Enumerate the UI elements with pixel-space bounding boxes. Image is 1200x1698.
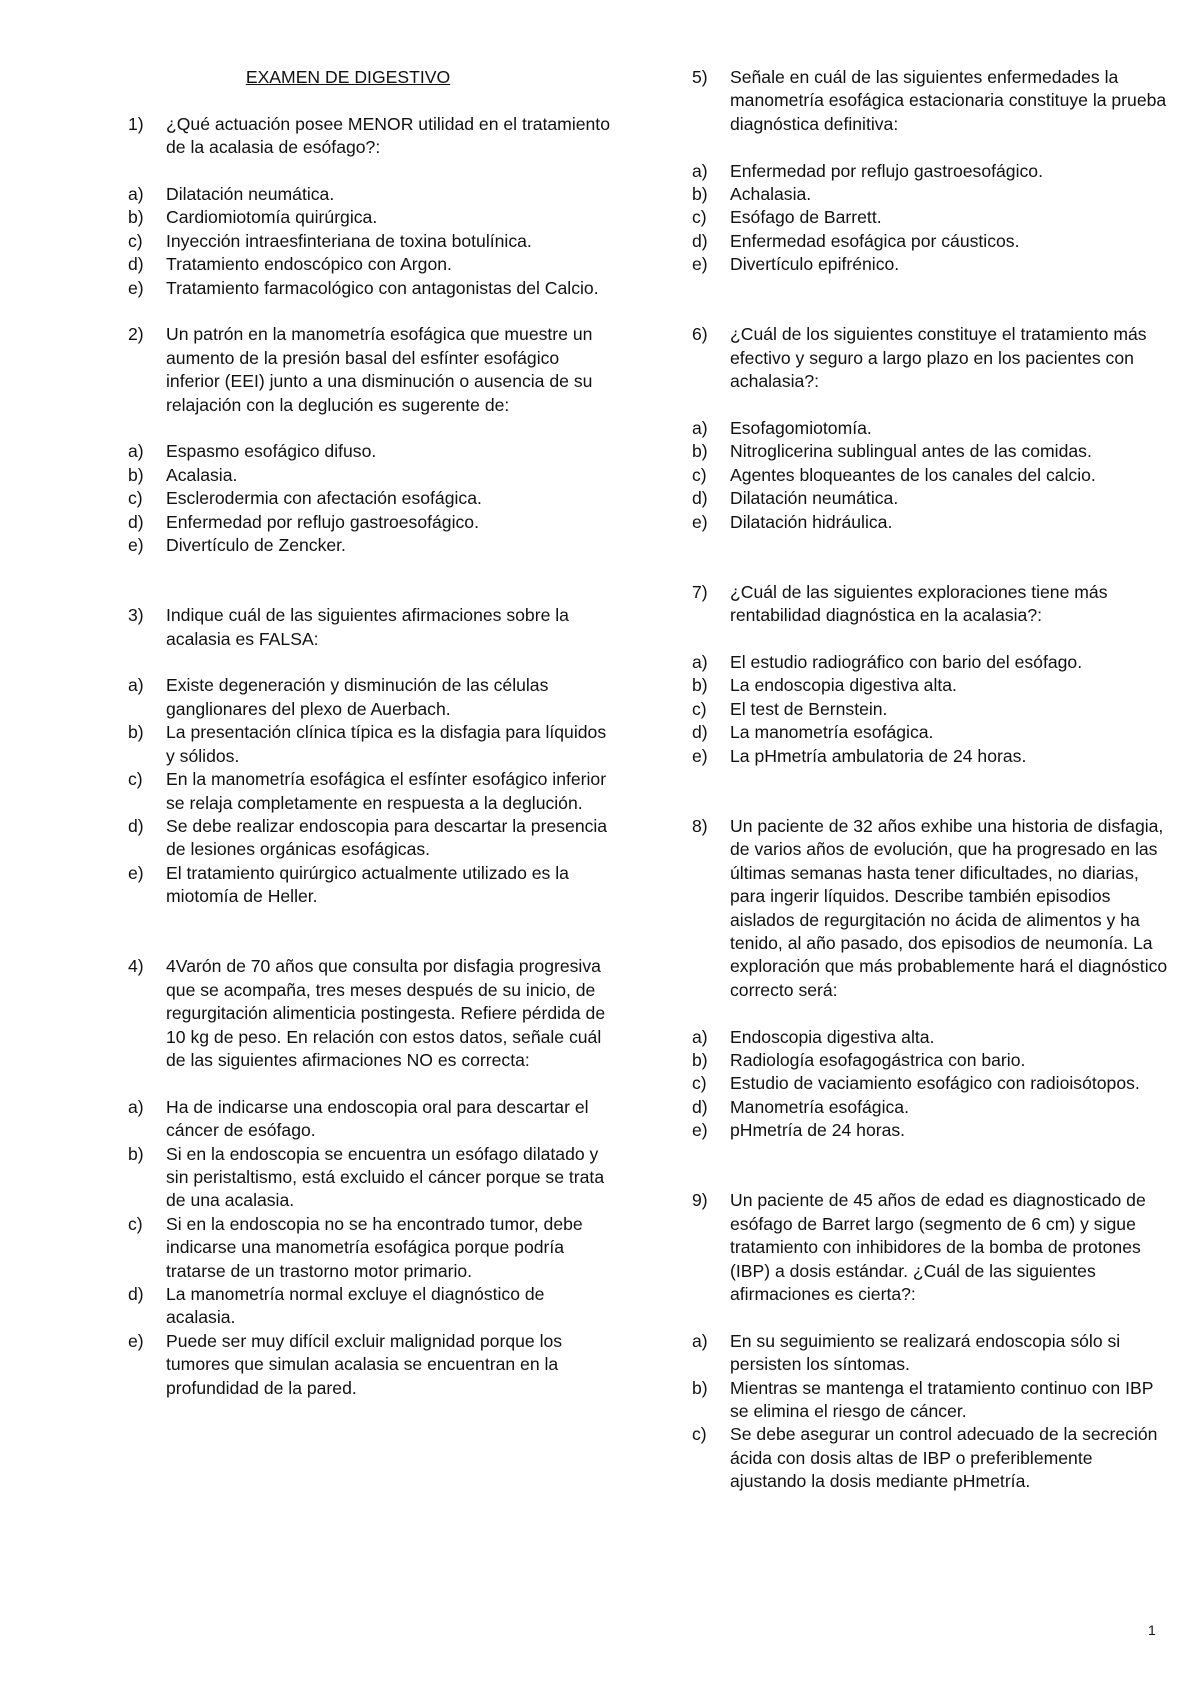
option-letter: a) bbox=[692, 418, 708, 439]
question-number: 8) bbox=[692, 815, 708, 836]
option-letter: c) bbox=[692, 464, 707, 485]
option-letter: c) bbox=[128, 769, 143, 790]
option-letter: a) bbox=[128, 1096, 144, 1117]
option-letter: d) bbox=[128, 815, 144, 836]
question-text: Un paciente de 45 años de edad es diagnosticado de esófago de Barret largo (segmento de 6 cm) y sigue tratamiento con inhibidores de la bomba de protones (IBP) a dosis estándar. ¿Cuál de las siguientes afirmaciones es cierta?: bbox=[730, 1190, 1146, 1304]
option-text: El test de Bernstein. bbox=[730, 698, 888, 719]
option-letter: a) bbox=[128, 184, 144, 204]
option-c bbox=[692, 1072, 1172, 1095]
option-a bbox=[128, 674, 614, 721]
option-text: Endoscopia digestiva alta. bbox=[730, 1026, 935, 1047]
options-list bbox=[692, 1026, 1172, 1143]
option-c bbox=[128, 768, 614, 815]
option-c bbox=[128, 1213, 614, 1283]
question-text: ¿Qué actuación posee MENOR utilidad en el tratamiento de la acalasia de esófago?: bbox=[166, 113, 610, 158]
option-text: Estudio de vaciamiento esofágico con radioisótopos. bbox=[730, 1073, 1140, 1094]
option-c bbox=[128, 487, 614, 510]
question-number: 7) bbox=[692, 581, 708, 602]
option-text: Esofagomiotomía. bbox=[730, 418, 872, 439]
options-list bbox=[692, 417, 1172, 534]
exam-title: EXAMEN DE DIGESTIVO bbox=[245, 67, 451, 87]
option-text: Existe degeneración y disminución de las células ganglionares del plexo de Auerbach. bbox=[166, 675, 549, 719]
options-list bbox=[128, 674, 614, 908]
option-letter: d) bbox=[128, 1284, 144, 1304]
question-4 bbox=[128, 955, 614, 1400]
option-d bbox=[692, 230, 1172, 253]
option-d bbox=[128, 511, 614, 534]
option-letter: d) bbox=[692, 1096, 708, 1117]
option-b bbox=[128, 721, 614, 768]
option-e bbox=[692, 745, 1172, 768]
option-text: Si en la endoscopia se encuentra un esófago dilatado y sin peristaltismo, está excluido el cáncer porque se trata de una acalasia. bbox=[166, 1143, 605, 1211]
option-a bbox=[692, 417, 1172, 440]
option-text: La presentación clínica típica es la disfagia para líquidos y sólidos. bbox=[166, 722, 607, 766]
options-list bbox=[692, 160, 1172, 277]
option-letter: d) bbox=[692, 230, 708, 251]
option-letter: b) bbox=[128, 1143, 144, 1164]
option-letter: e) bbox=[692, 511, 708, 532]
option-letter: c) bbox=[128, 230, 143, 251]
option-b bbox=[692, 1049, 1172, 1072]
option-b bbox=[692, 1377, 1172, 1424]
option-letter: d) bbox=[692, 488, 708, 509]
question-2 bbox=[128, 323, 614, 557]
option-text: Tratamiento endoscópico con Argon. bbox=[166, 254, 452, 275]
option-a bbox=[692, 651, 1172, 674]
option-letter: b) bbox=[692, 1377, 708, 1398]
option-b bbox=[692, 674, 1172, 697]
question-6 bbox=[692, 323, 1172, 534]
option-text: Puede ser muy difícil excluir malignidad porque los tumores que simulan acalasia se encuentran en la profundidad de la pared. bbox=[166, 1330, 563, 1398]
option-text: Esclerodermia con afectación esofágica. bbox=[166, 488, 482, 509]
option-text: Dilatación hidráulica. bbox=[730, 511, 893, 532]
option-text: Cardiomiotomía quirúrgica. bbox=[166, 207, 378, 228]
option-b bbox=[128, 1143, 614, 1213]
option-letter: b) bbox=[128, 464, 144, 485]
option-letter: a) bbox=[128, 675, 144, 696]
option-text: Si en la endoscopia no se ha encontrado tumor, debe indicarse una manometría esofágica porque podría tratarse de un trastorno motor primario. bbox=[166, 1213, 583, 1281]
option-letter: e) bbox=[128, 862, 144, 883]
page-number: 1 bbox=[1148, 1622, 1156, 1638]
option-text: Enfermedad esofágica por cáusticos. bbox=[730, 230, 1020, 251]
question-number: 4) bbox=[128, 956, 144, 977]
question-text: Un patrón en la manometría esofágica que muestre un aumento de la presión basal del esfínter esofágico inferior (EEI) junto a una disminución o ausencia de su relajación con la deglución es sugerente de: bbox=[166, 324, 593, 415]
option-text: El tratamiento quirúrgico actualmente utilizado es la miotomía de Heller. bbox=[166, 862, 569, 907]
option-letter: c) bbox=[692, 698, 707, 719]
option-text: Acalasia. bbox=[166, 464, 238, 485]
option-letter: b) bbox=[692, 675, 708, 696]
option-a bbox=[128, 1096, 614, 1143]
option-text: La endoscopia digestiva alta. bbox=[730, 675, 957, 696]
option-d bbox=[692, 721, 1172, 744]
question-number: 3) bbox=[128, 605, 144, 626]
option-b bbox=[692, 440, 1172, 463]
option-letter: d) bbox=[692, 722, 708, 743]
option-text: Enfermedad por reflujo gastroesofágico. bbox=[730, 160, 1043, 181]
option-letter: c) bbox=[128, 1213, 143, 1234]
option-text: La manometría normal excluye el diagnóstico de acalasia. bbox=[166, 1284, 545, 1328]
question-5 bbox=[692, 66, 1172, 277]
option-text: Esófago de Barrett. bbox=[730, 207, 882, 228]
question-text: ¿Cuál de los siguientes constituye el tratamiento más efectivo y seguro a largo plazo en los pacientes con achalasia?: bbox=[730, 324, 1147, 392]
option-letter: e) bbox=[692, 254, 708, 275]
option-text: Divertículo epifrénico. bbox=[730, 254, 900, 275]
question-number: 2) bbox=[128, 324, 144, 345]
options-list bbox=[128, 1096, 614, 1400]
option-text: Dilatación neumática. bbox=[730, 488, 899, 509]
left-column bbox=[128, 66, 614, 1400]
option-letter: b) bbox=[692, 1049, 708, 1070]
option-a bbox=[128, 440, 614, 463]
option-c bbox=[692, 698, 1172, 721]
option-d bbox=[128, 253, 614, 276]
option-e bbox=[128, 277, 614, 300]
option-e bbox=[692, 1119, 1172, 1142]
option-text: Nitroglicerina sublingual antes de las comidas. bbox=[730, 441, 1092, 462]
option-text: La pHmetría ambulatoria de 24 horas. bbox=[730, 745, 1027, 766]
option-a bbox=[692, 1330, 1172, 1377]
option-letter: b) bbox=[128, 207, 144, 228]
title-container bbox=[128, 66, 568, 89]
option-letter: d) bbox=[128, 511, 144, 532]
option-text: Manometría esofágica. bbox=[730, 1096, 909, 1117]
option-text: Enfermedad por reflujo gastroesofágico. bbox=[166, 511, 479, 532]
option-text: El estudio radiográfico con bario del esófago. bbox=[730, 652, 1083, 673]
option-letter: d) bbox=[128, 254, 144, 275]
option-letter: a) bbox=[692, 1026, 708, 1047]
option-text: Mientras se mantenga el tratamiento continuo con IBP se elimina el riesgo de cáncer. bbox=[730, 1377, 1154, 1422]
option-letter: e) bbox=[692, 745, 708, 766]
option-letter: c) bbox=[692, 1073, 707, 1094]
option-letter: c) bbox=[692, 207, 707, 228]
option-text: Radiología esofagogástrica con bario. bbox=[730, 1049, 1026, 1070]
option-text: Se debe asegurar un control adecuado de la secreción ácida con dosis altas de IBP o preferiblemente ajustando la dosis mediante pHmetría. bbox=[730, 1424, 1158, 1492]
option-a bbox=[692, 1026, 1172, 1049]
option-letter: a) bbox=[692, 1330, 708, 1351]
question-text: Indique cuál de las siguientes afirmaciones sobre la acalasia es FALSA: bbox=[166, 605, 569, 649]
question-1 bbox=[128, 113, 614, 300]
option-text: Achalasia. bbox=[730, 184, 812, 205]
option-letter: b) bbox=[692, 441, 708, 462]
question-number: 9) bbox=[692, 1190, 708, 1211]
option-text: Inyección intraesfinteriana de toxina botulínica. bbox=[166, 230, 532, 251]
option-text: Divertículo de Zencker. bbox=[166, 535, 346, 556]
option-e bbox=[692, 253, 1172, 276]
option-b bbox=[128, 206, 614, 229]
option-letter: c) bbox=[692, 1424, 707, 1445]
option-a bbox=[692, 160, 1172, 183]
option-b bbox=[128, 464, 614, 487]
question-number: 6) bbox=[692, 324, 708, 345]
option-text: Ha de indicarse una endoscopia oral para descartar el cáncer de esófago. bbox=[166, 1096, 589, 1141]
option-d bbox=[128, 1283, 614, 1330]
option-text: Dilatación neumática. bbox=[166, 184, 335, 204]
option-e bbox=[692, 511, 1172, 534]
option-letter: c) bbox=[128, 488, 143, 509]
question-number: 5) bbox=[692, 67, 708, 87]
option-text: pHmetría de 24 horas. bbox=[730, 1120, 906, 1141]
option-letter: a) bbox=[128, 441, 144, 462]
option-d bbox=[692, 487, 1172, 510]
option-b bbox=[692, 183, 1172, 206]
option-letter: e) bbox=[128, 535, 144, 556]
option-d bbox=[128, 815, 614, 862]
right-column bbox=[692, 66, 1172, 1494]
options-list bbox=[128, 440, 614, 557]
option-text: Se debe realizar endoscopia para descartar la presencia de lesiones orgánicas esofágicas. bbox=[166, 815, 608, 860]
option-e bbox=[128, 862, 614, 909]
question-text: Señale en cuál de las siguientes enfermedades la manometría esofágica estacionaria constituye la prueba diagnóstica definitiva: bbox=[730, 67, 1167, 134]
option-d bbox=[692, 1096, 1172, 1119]
option-letter: a) bbox=[692, 160, 708, 181]
question-7 bbox=[692, 581, 1172, 768]
option-e bbox=[128, 534, 614, 557]
options-list bbox=[692, 651, 1172, 768]
question-text: ¿Cuál de las siguientes exploraciones tiene más rentabilidad diagnóstica en la acalasia?: bbox=[730, 581, 1108, 626]
question-8 bbox=[692, 815, 1172, 1143]
option-text: En la manometría esofágica el esfínter esofágico inferior se relaja completamente en respuesta a la deglución. bbox=[166, 769, 607, 813]
option-text: Agentes bloqueantes de los canales del calcio. bbox=[730, 464, 1096, 485]
options-list bbox=[692, 1330, 1172, 1494]
option-c bbox=[128, 230, 614, 253]
option-letter: e) bbox=[128, 277, 144, 298]
option-text: La manometría esofágica. bbox=[730, 722, 934, 743]
question-3 bbox=[128, 604, 614, 908]
option-c bbox=[692, 1423, 1172, 1493]
option-text: Espasmo esofágico difuso. bbox=[166, 441, 377, 462]
question-9 bbox=[692, 1189, 1172, 1493]
option-text: Tratamiento farmacológico con antagonistas del Calcio. bbox=[166, 277, 599, 298]
option-text: En su seguimiento se realizará endoscopia sólo si persisten los síntomas. bbox=[730, 1330, 1121, 1375]
option-c bbox=[692, 206, 1172, 229]
question-text: 4Varón de 70 años que consulta por disfagia progresiva que se acompaña, tres meses después de su inicio, de regurgitación alimenticia postingesta. Refiere pérdida de 10 kg de peso. En relación con estos datos, señale cuál de las siguientes afirmaciones NO es correcta: bbox=[166, 956, 606, 1070]
option-e bbox=[128, 1330, 614, 1400]
option-letter: b) bbox=[128, 722, 144, 743]
question-text: Un paciente de 32 años exhibe una historia de disfagia, de varios años de evolución, que ha progresado en las últimas semanas hasta tener dificultades, no diarias, para ingerir líquidos. Describe también episodios aislados de regurgitación no ácida de alimentos y ha tenido, al año pasado, dos episodios de neumonía. La exploración que más probablemente hará el diagnóstico correcto será: bbox=[730, 815, 1168, 1000]
option-letter: e) bbox=[692, 1120, 708, 1141]
question-number: 1) bbox=[128, 113, 144, 134]
option-a bbox=[128, 183, 614, 206]
option-c bbox=[692, 464, 1172, 487]
options-list bbox=[128, 183, 614, 300]
option-letter: a) bbox=[692, 652, 708, 673]
option-letter: e) bbox=[128, 1330, 144, 1351]
option-letter: b) bbox=[692, 184, 708, 205]
